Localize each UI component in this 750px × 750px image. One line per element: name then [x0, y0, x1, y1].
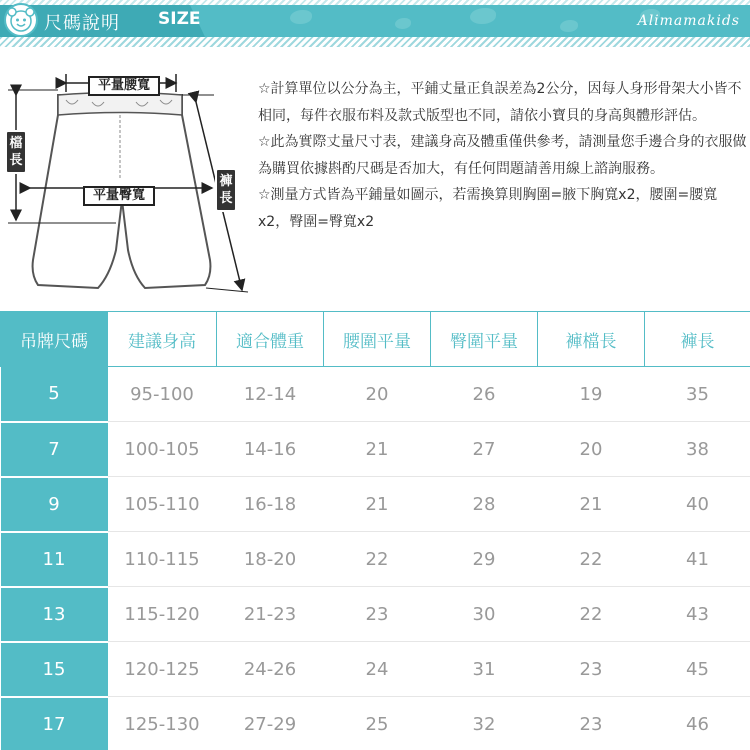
cell-length: 46 [645, 697, 750, 750]
cell-size: 17 [1, 697, 108, 750]
rise-length-label [5, 130, 27, 174]
cell-waist: 21 [324, 422, 431, 477]
cell-hip: 28 [431, 477, 538, 532]
table-row [1, 367, 750, 422]
note-actual-size: ☆此為實際丈量尺寸表，建議身高及體重僅供參考，請測量您手邊合身的衣服做為購買依據斟酌尺碼是否加大，有任何問題請善用線上諮詢服務。 [258, 134, 747, 177]
cell-height: 100-105 [108, 422, 217, 477]
cell-waist: 21 [324, 477, 431, 532]
size-table [0, 311, 750, 750]
cell-rise: 23 [538, 642, 645, 697]
cell-height: 125-130 [108, 697, 217, 750]
cell-size: 9 [1, 477, 108, 532]
table-row [1, 587, 750, 642]
pants-length-label [215, 168, 237, 212]
cell-length: 38 [645, 422, 750, 477]
header-length: 褲長 [645, 312, 750, 367]
table-row [1, 422, 750, 477]
header-rise: 褲檔長 [538, 312, 645, 367]
header-waist: 腰圍平量 [324, 312, 431, 367]
brand-name: Alimamakids [637, 13, 740, 29]
banner-bottom-stripes [0, 37, 750, 47]
cell-waist: 23 [324, 587, 431, 642]
cell-rise: 19 [538, 367, 645, 422]
cell-height: 115-120 [108, 587, 217, 642]
cell-weight: 27-29 [217, 697, 324, 750]
cell-waist: 24 [324, 642, 431, 697]
cell-hip: 26 [431, 367, 538, 422]
cell-length: 41 [645, 532, 750, 587]
cell-rise: 22 [538, 532, 645, 587]
cell-waist: 25 [324, 697, 431, 750]
page-title: 尺碼說明 [44, 13, 120, 34]
pants-measurement-diagram [0, 60, 255, 310]
cell-waist: 20 [324, 367, 431, 422]
table-row [1, 477, 750, 532]
header-hip: 臀圍平量 [431, 312, 538, 367]
cell-hip: 27 [431, 422, 538, 477]
cell-length: 43 [645, 587, 750, 642]
cell-rise: 23 [538, 697, 645, 750]
cell-weight: 14-16 [217, 422, 324, 477]
cell-hip: 32 [431, 697, 538, 750]
cell-hip: 30 [431, 587, 538, 642]
cell-size: 15 [1, 642, 108, 697]
cell-size: 5 [1, 367, 108, 422]
note-measurement-unit: ☆計算單位以公分為主，平鋪丈量正負誤差為2公分，因每人身形骨架大小皆不相同，每件衣服布料及款式版型也不同，請依小寶貝的身高與體形評估。 [258, 81, 742, 124]
cell-rise: 20 [538, 422, 645, 477]
cell-rise: 22 [538, 587, 645, 642]
hip-width-label: 平量臀寬 [83, 186, 155, 206]
cell-hip: 29 [431, 532, 538, 587]
table-row [1, 642, 750, 697]
header-height: 建議身高 [108, 312, 217, 367]
cell-height: 120-125 [108, 642, 217, 697]
cell-height: 110-115 [108, 532, 217, 587]
logo-face-icon [4, 3, 38, 37]
page-title-en: SIZE [158, 9, 201, 29]
note-measure-method: ☆測量方式皆為平鋪量如圖示，若需換算則胸圍=腋下胸寬x2，腰圍=腰寬x2，臀圍=臀寬x2 [258, 187, 718, 230]
size-notes [258, 76, 748, 235]
waist-width-label: 平量腰寬 [88, 76, 160, 96]
cell-weight: 12-14 [217, 367, 324, 422]
header-weight: 適合體重 [217, 312, 324, 367]
cell-length: 35 [645, 367, 750, 422]
cell-rise: 21 [538, 477, 645, 532]
cell-height: 105-110 [108, 477, 217, 532]
rise-length-text: 檔長 [9, 136, 23, 168]
table-header-row [1, 312, 750, 367]
cell-weight: 21-23 [217, 587, 324, 642]
pants-length-text: 褲長 [219, 174, 233, 206]
header-tag-size: 吊牌尺碼 [1, 312, 108, 367]
cell-weight: 16-18 [217, 477, 324, 532]
cell-height: 95-100 [108, 367, 217, 422]
table-row [1, 697, 750, 750]
cell-size: 13 [1, 587, 108, 642]
cell-length: 45 [645, 642, 750, 697]
cell-length: 40 [645, 477, 750, 532]
table-row [1, 532, 750, 587]
cell-hip: 31 [431, 642, 538, 697]
cell-waist: 22 [324, 532, 431, 587]
cell-weight: 24-26 [217, 642, 324, 697]
cell-size: 11 [1, 532, 108, 587]
cell-weight: 18-20 [217, 532, 324, 587]
header-banner [0, 0, 750, 48]
cell-size: 7 [1, 422, 108, 477]
